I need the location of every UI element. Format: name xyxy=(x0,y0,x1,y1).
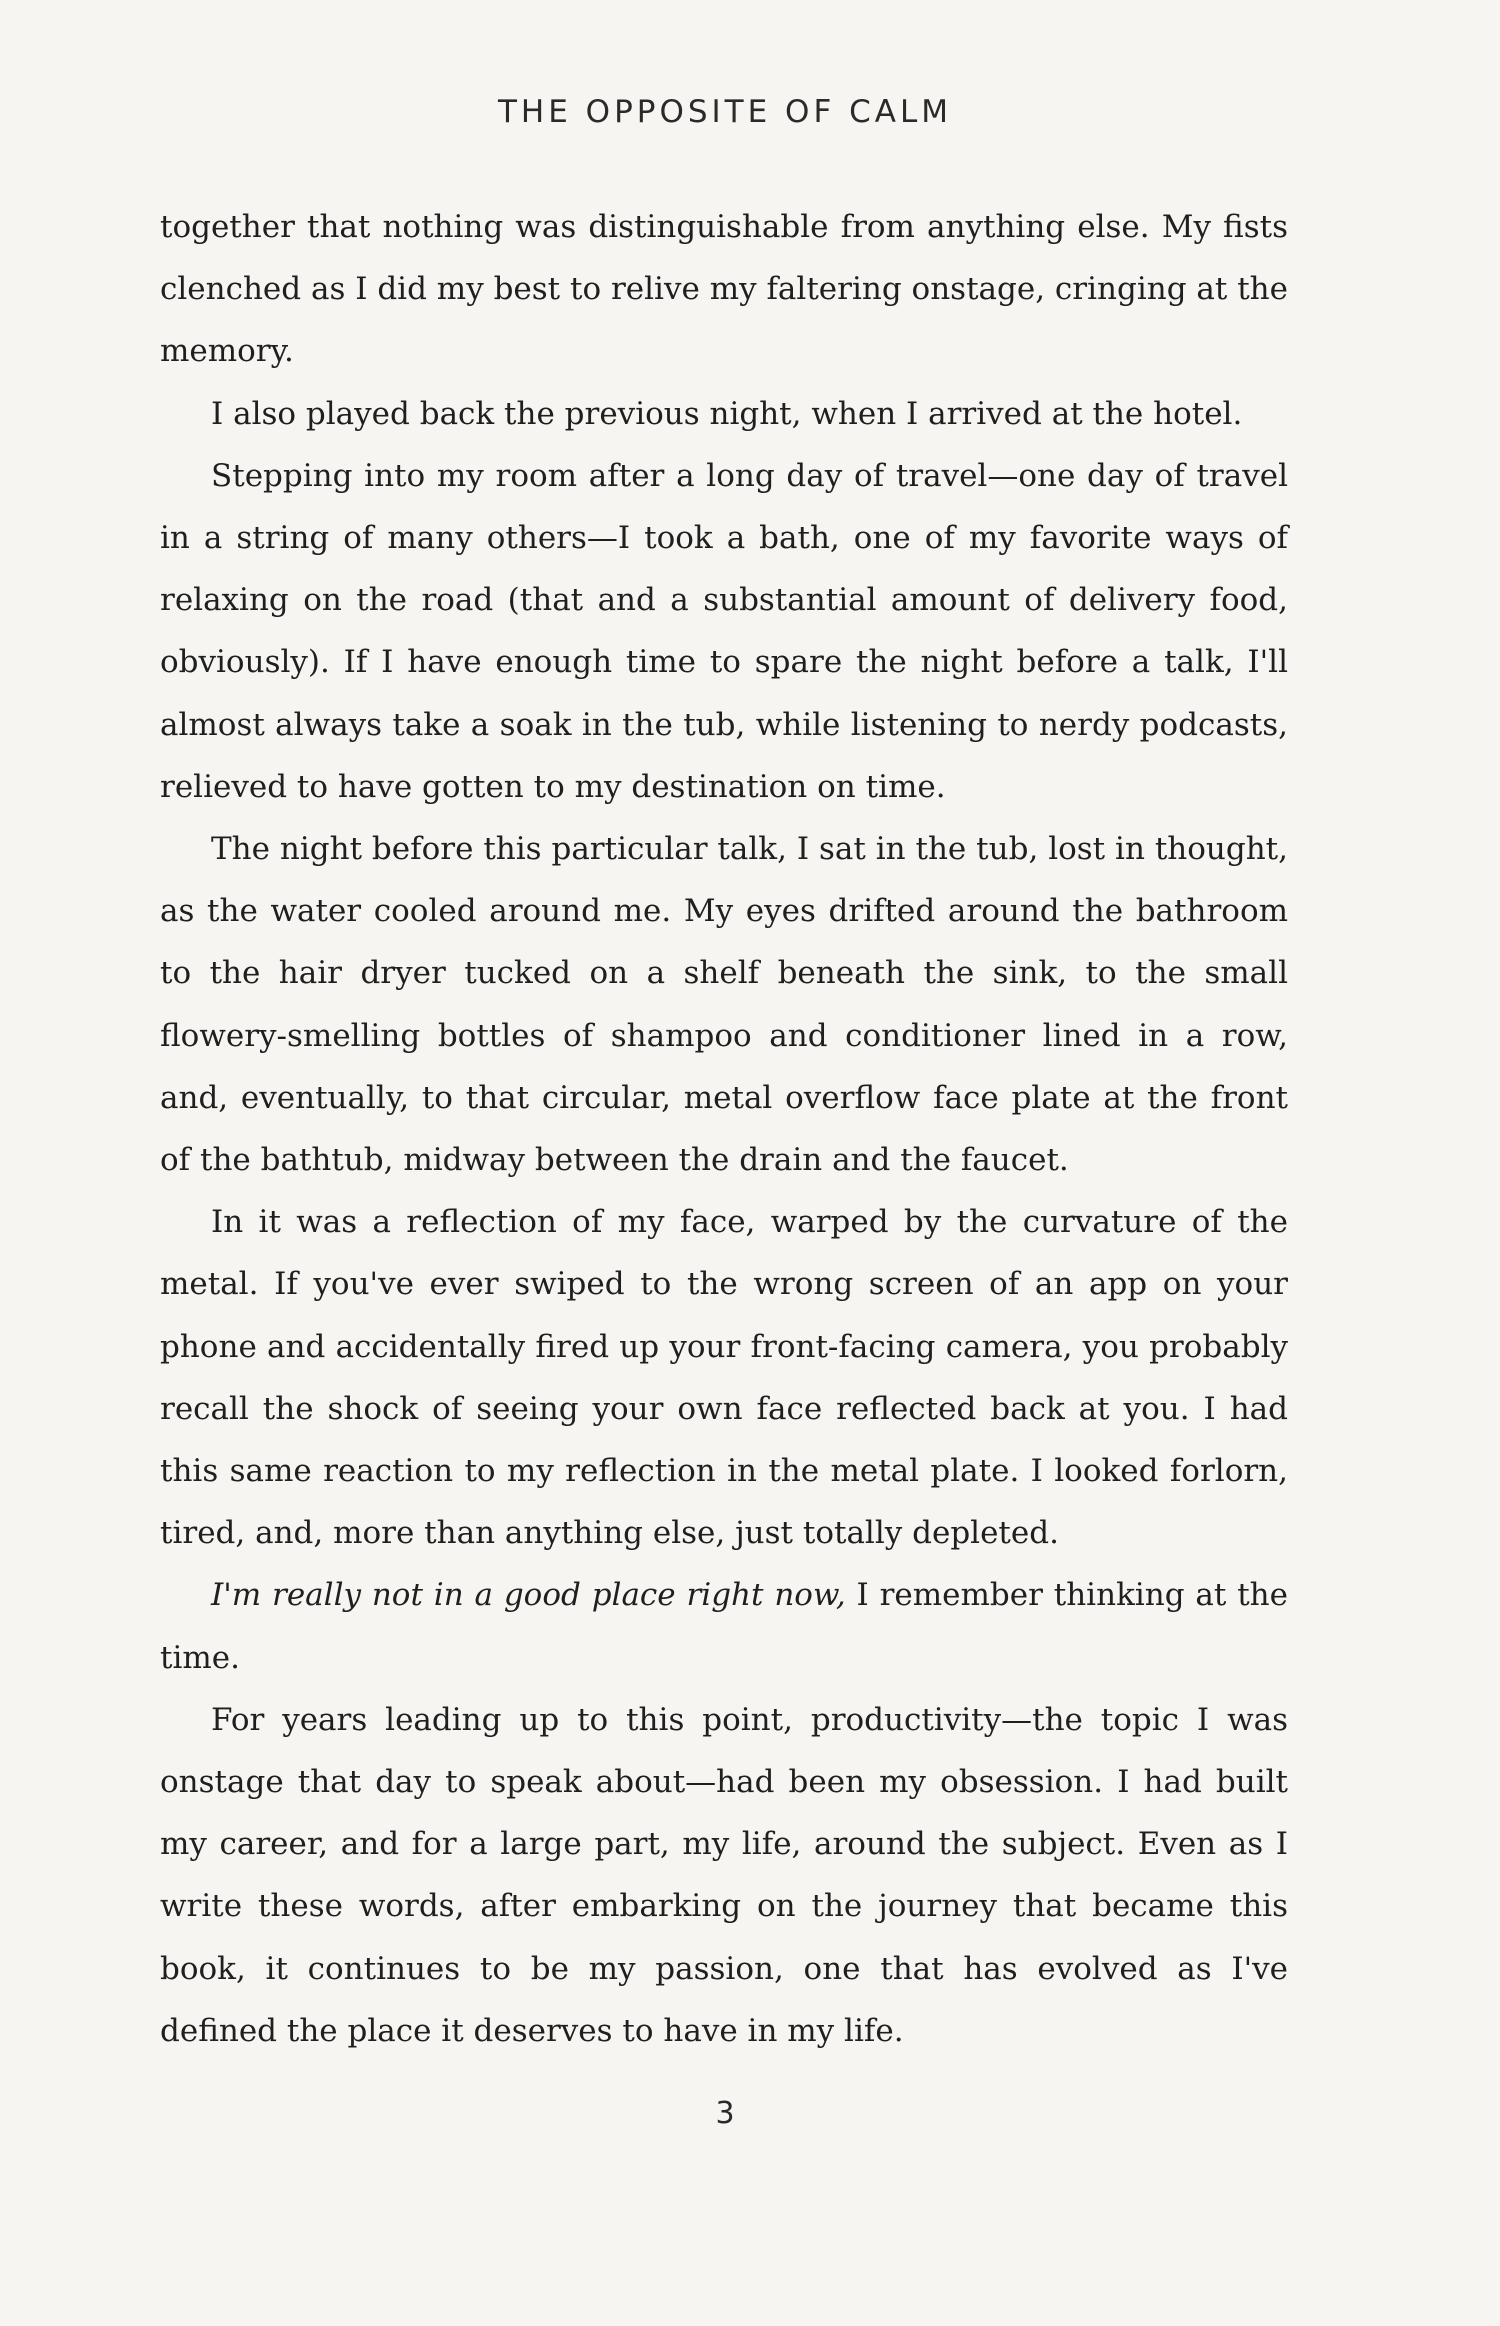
body-text xyxy=(160,196,1288,2062)
paragraph-4: The night before this particular talk, I sat in the tub, lost in thought, as the water cooled around me. My eyes drifted around the bathroom to the hair dryer tucked on a shelf beneath the sink, to the small flowery-smelling bottles of shampoo and conditioner lined in a row, and, eventually, to that circular, metal overflow face plate at the front of the bathtub, midway between the drain and the faucet. xyxy=(160,831,1288,1179)
paragraph-6-rest: I remember thinking at the time. xyxy=(160,1577,1288,1676)
page-number: 3 xyxy=(715,2096,735,2131)
italic-thought: I'm really not in a good place right now, xyxy=(211,1577,846,1614)
paragraph-6 xyxy=(160,1564,1288,1688)
paragraph-3: Stepping into my room after a long day of travel—one day of travel in a string of many others—I took a bath, one of my favorite ways of relaxing on the road (that and a substantial amount of delivery food, obviously). If I have enough time to spare the night before a talk, I'll almost always take a soak in the tub, while listening to nerdy podcasts, relieved to have gotten to my destination on time. xyxy=(160,457,1288,805)
paragraph-2: I also played back the previous night, when I arrived at the hotel. xyxy=(211,395,1243,432)
paragraph-5: In it was a reflection of my face, warped by the curvature of the metal. If you've ever swiped to the wrong screen of an app on your phone and accidentally fired up your front-facing camera, you probably recall the shock of seeing your own face reflected back at you. I had this same reaction to my reflection in the metal plate. I looked forlorn, tired, and, more than anything else, just totally depleted. xyxy=(160,1204,1288,1552)
running-head: THE OPPOSITE OF CALM xyxy=(497,94,953,130)
paragraph-1: together that nothing was distinguishable from anything else. My fists clenched as I did my best to relive my faltering onstage, cringing at the memory. xyxy=(160,209,1288,370)
paragraph-7: For years leading up to this point, productivity—the topic I was onstage that day to speak about—had been my obsession. I had built my career, and for a large part, my life, around the subject. Even as I write these words, after embarking on the journey that became this book, it continues to be my passion, one that has evolved as I've defined the place it deserves to have in my life. xyxy=(160,1701,1288,2049)
